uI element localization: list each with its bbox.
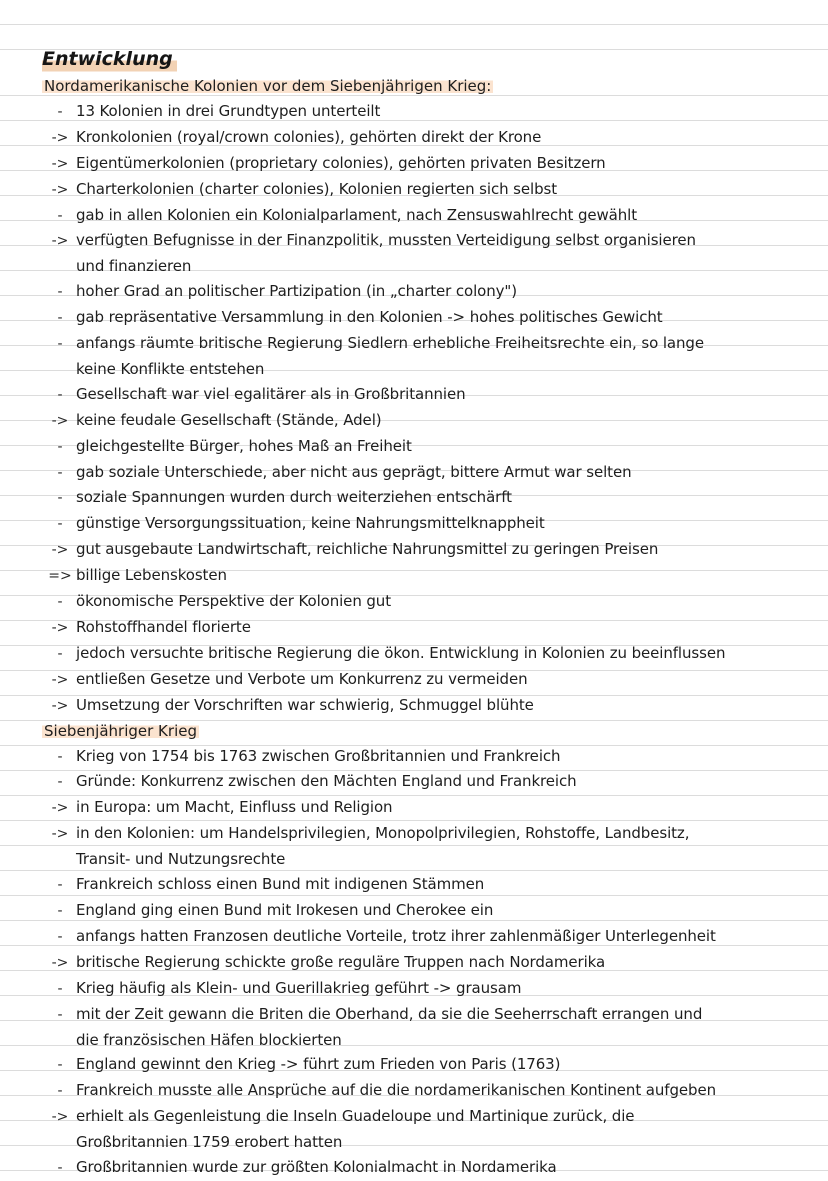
note-text: Krieg von 1754 bis 1763 zwischen Großbritannien und Frankreich	[76, 746, 561, 765]
bullet-marker: -	[57, 774, 63, 791]
note-text: Charterkolonien (charter colonies), Kolonien regierten sich selbst	[76, 179, 558, 198]
bullet-marker: -	[57, 877, 63, 894]
bullet-marker: ->	[51, 542, 69, 559]
note-text: Rohstoffhandel florierte	[76, 618, 251, 637]
note-text: England gewinnt den Krieg -> führt zum Frieden von Paris (1763)	[76, 1055, 561, 1074]
note-text: erhielt als Gegenleistung die Inseln Guadeloupe und Martinique zurück, die	[76, 1107, 635, 1126]
note-text: keine feudale Gesellschaft (Stände, Adel)	[76, 410, 382, 429]
note-item	[42, 203, 812, 229]
bullet-marker: -	[57, 748, 63, 765]
note-text: entließen Gesetze und Verbote um Konkurrenz zu vermeiden	[76, 669, 528, 688]
note-item	[42, 279, 812, 305]
bullet-marker: -	[57, 207, 63, 224]
note-item-continuation	[42, 1028, 812, 1053]
bullet-marker: ->	[51, 129, 69, 146]
section-heading	[42, 74, 812, 99]
note-item	[42, 99, 812, 125]
notes-page	[42, 44, 812, 1181]
bullet-marker: -	[57, 928, 63, 945]
note-text: Großbritannien 1759 erobert hatten	[76, 1133, 343, 1152]
note-item	[42, 950, 812, 976]
bullet-marker: -	[57, 1057, 63, 1074]
note-text: gab repräsentative Versammlung in den Kolonien -> hohes politisches Gewicht	[76, 308, 663, 327]
note-text: ökonomische Perspektive der Kolonien gut	[76, 592, 391, 611]
bullet-marker: ->	[51, 671, 69, 688]
bullet-marker: -	[57, 284, 63, 301]
note-item	[42, 563, 812, 589]
bullet-marker: ->	[51, 697, 69, 714]
bullet-marker: -	[57, 645, 63, 662]
bullet-marker: -	[57, 386, 63, 403]
bullet-marker: -	[57, 464, 63, 481]
note-item	[42, 1002, 812, 1028]
note-text: Kronkolonien (royal/crown colonies), gehörten direkt der Krone	[76, 127, 542, 146]
note-text: gab in allen Kolonien ein Kolonialparlament, nach Zensuswahlrecht gewählt	[76, 205, 638, 224]
bullet-marker: -	[57, 336, 63, 353]
note-item	[42, 331, 812, 357]
note-item	[42, 872, 812, 898]
note-item	[42, 1104, 812, 1130]
note-text: und finanzieren	[76, 257, 192, 276]
bullet-marker: -	[57, 310, 63, 327]
note-item	[42, 693, 812, 719]
note-item	[42, 228, 812, 254]
note-text: in Europa: um Macht, Einfluss und Religion	[76, 798, 393, 817]
note-item-continuation	[42, 1130, 812, 1155]
note-text: keine Konflikte entstehen	[76, 359, 265, 378]
note-item	[42, 795, 812, 821]
bullet-marker: ->	[51, 1109, 69, 1126]
note-item	[42, 177, 812, 203]
note-text: Transit- und Nutzungsrechte	[76, 850, 286, 869]
note-text: Eigentümerkolonien (proprietary colonies), gehörten privaten Besitzern	[76, 153, 606, 172]
note-text: gut ausgebaute Landwirtschaft, reichliche Nahrungsmittel zu geringen Preisen	[76, 540, 659, 559]
note-text: günstige Versorgungssituation, keine Nahrungsmittelknappheit	[76, 514, 545, 533]
bullet-marker: -	[57, 490, 63, 507]
note-item	[42, 924, 812, 950]
note-text: britische Regierung schickte große reguläre Truppen nach Nordamerika	[76, 952, 606, 971]
note-item	[42, 434, 812, 460]
note-item-continuation	[42, 357, 812, 382]
note-text: hoher Grad an politischer Partizipation (in „charter colony")	[76, 282, 517, 301]
note-item	[42, 125, 812, 151]
bullet-marker: ->	[51, 412, 69, 429]
note-text: billige Lebenskosten	[76, 566, 227, 585]
note-item	[42, 667, 812, 693]
note-text: anfangs räumte britische Regierung Siedlern erhebliche Freiheitsrechte ein, so lange	[76, 334, 704, 353]
note-item	[42, 485, 812, 511]
note-item	[42, 976, 812, 1002]
note-item	[42, 641, 812, 667]
note-item	[42, 305, 812, 331]
note-text: gab soziale Unterschiede, aber nicht aus geprägt, bittere Armut war selten	[76, 462, 632, 481]
note-item-continuation	[42, 254, 812, 279]
section-heading	[42, 719, 812, 744]
note-item	[42, 898, 812, 924]
note-item	[42, 744, 812, 770]
note-item	[42, 821, 812, 847]
bullet-marker: -	[57, 980, 63, 997]
note-text: Krieg häufig als Klein- und Guerillakrieg geführt -> grausam	[76, 978, 522, 997]
note-text: Frankreich musste alle Ansprüche auf die die nordamerikanischen Kontinent aufgeben	[76, 1081, 716, 1100]
note-text: 13 Kolonien in drei Grundtypen unterteilt	[76, 101, 381, 120]
note-item	[42, 769, 812, 795]
note-text: Gesellschaft war viel egalitärer als in Großbritannien	[76, 384, 466, 403]
bullet-marker: ->	[51, 155, 69, 172]
bullet-marker: ->	[51, 826, 69, 843]
bullet-marker: -	[57, 1083, 63, 1100]
section-heading-text: Nordamerikanische Kolonien vor dem Siebenjährigen Krieg:	[44, 77, 492, 95]
note-text: Umsetzung der Vorschriften war schwierig, Schmuggel blühte	[76, 695, 534, 714]
note-item	[42, 382, 812, 408]
note-text: mit der Zeit gewann die Briten die Oberhand, da sie die Seeherrschaft errangen und	[76, 1004, 703, 1023]
bullet-marker: ->	[51, 954, 69, 971]
bullet-marker: -	[57, 902, 63, 919]
note-item	[42, 615, 812, 641]
bullet-marker: -	[57, 438, 63, 455]
bullet-marker: -	[57, 1160, 63, 1177]
note-text: gleichgestellte Bürger, hohes Maß an Freiheit	[76, 436, 412, 455]
bullet-marker: ->	[51, 181, 69, 198]
note-item	[42, 408, 812, 434]
note-item	[42, 1052, 812, 1078]
note-text: in den Kolonien: um Handelsprivilegien, Monopolprivilegien, Rohstoffe, Landbesitz,	[76, 824, 690, 843]
page-title: Entwicklung	[42, 44, 177, 74]
note-item	[42, 537, 812, 563]
note-text: Gründe: Konkurrenz zwischen den Mächten England und Frankreich	[76, 772, 577, 791]
note-text: soziale Spannungen wurden durch weiterziehen entschärft	[76, 488, 512, 507]
note-text: anfangs hatten Franzosen deutliche Vorteile, trotz ihrer zahlenmäßiger Unterlegenheit	[76, 926, 716, 945]
bullet-marker: =>	[48, 568, 72, 585]
section-heading-text: Siebenjähriger Krieg	[44, 721, 197, 740]
bullet-marker: -	[57, 103, 63, 120]
note-text: verfügten Befugnisse in der Finanzpolitik, mussten Verteidigung selbst organisieren	[76, 231, 696, 250]
note-text: England ging einen Bund mit Irokesen und Cherokee ein	[76, 900, 494, 919]
note-item	[42, 151, 812, 177]
note-item	[42, 589, 812, 615]
bullet-marker: -	[57, 594, 63, 611]
note-text: Großbritannien wurde zur größten Kolonialmacht in Nordamerika	[76, 1158, 557, 1177]
note-item	[42, 511, 812, 537]
note-item-continuation	[42, 847, 812, 872]
note-item	[42, 1155, 812, 1181]
bullet-marker: -	[57, 1006, 63, 1023]
bullet-marker: ->	[51, 233, 69, 250]
note-text: jedoch versuchte britische Regierung die ökon. Entwicklung in Kolonien zu beeinflussen	[76, 643, 726, 662]
note-item	[42, 1078, 812, 1104]
notes-body	[42, 74, 812, 1181]
bullet-marker: ->	[51, 620, 69, 637]
note-item	[42, 460, 812, 486]
note-text: die französischen Häfen blockierten	[76, 1030, 342, 1049]
bullet-marker: ->	[51, 800, 69, 817]
note-text: Frankreich schloss einen Bund mit indigenen Stämmen	[76, 875, 485, 894]
bullet-marker: -	[57, 516, 63, 533]
